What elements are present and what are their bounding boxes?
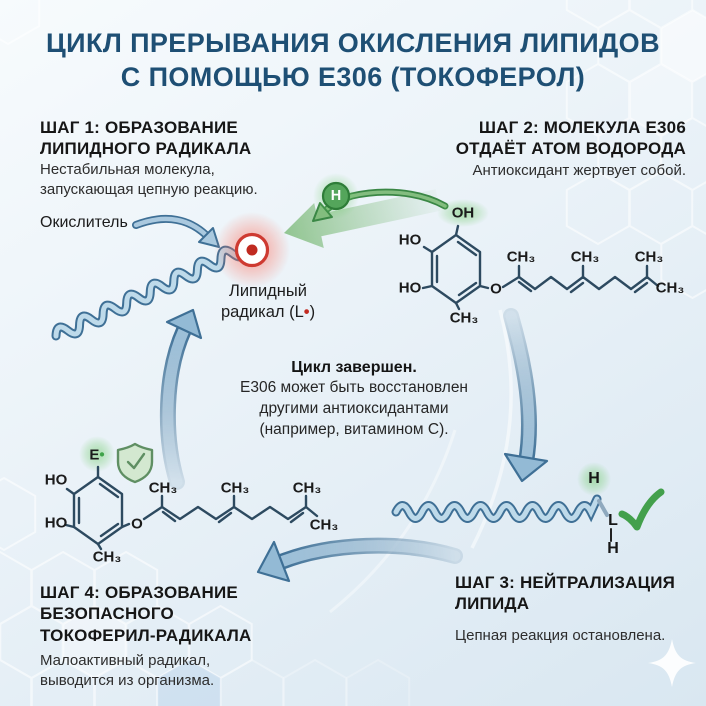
- center-note-line1: Е306 может быть восстановлен: [240, 379, 468, 397]
- tocopheryl-ch3-branch3-label: CH₃: [292, 479, 322, 497]
- neutralized-h-label: H: [588, 470, 600, 487]
- center-note-line2: другими антиоксидантами: [259, 400, 449, 418]
- step3-body: Цепная реакция остановлена.: [455, 627, 666, 644]
- radical-icon: [237, 235, 268, 266]
- bonded-h-label: H: [607, 540, 619, 557]
- step3-heading: [455, 572, 675, 615]
- tocopherol-ch3-ring-label: CH₃: [449, 309, 479, 327]
- oxidizer-label: Окислитель: [40, 214, 128, 231]
- center-note-heading: Цикл завершен.: [291, 359, 417, 376]
- center-note-line3: (например, витамином С).: [259, 420, 449, 438]
- oxidizer-arrow: [136, 219, 219, 247]
- lipid-radical-label-line1: Липидный: [228, 282, 307, 300]
- tocopheryl-ch3-end-label: CH₃: [309, 516, 339, 534]
- lipid-radical-label: [190, 281, 346, 324]
- step1-heading-line1: ШАГ 1: ОБРАЗОВАНИЕ: [40, 118, 238, 137]
- tocopheryl-ho-top-label: HO: [44, 471, 68, 489]
- radical-dot: •: [303, 303, 310, 322]
- step4-body-line1: Малоактивный радикал,: [40, 652, 211, 669]
- lipid-radical-label-line2: радикал (L•): [220, 303, 316, 322]
- e-radical-dot: •: [99, 446, 105, 464]
- tocopherol-o-label: O: [490, 280, 502, 298]
- step3-heading-line2: ЛИПИДА: [455, 594, 530, 614]
- shield-check-icon: [118, 444, 152, 482]
- page-title: [0, 26, 706, 94]
- tocopheryl-o-label: O: [131, 515, 143, 533]
- tocopherol-ch3-branch3-label: CH₃: [634, 248, 664, 266]
- step4-body-line2: выводится из организма.: [40, 672, 215, 690]
- tocopherol-ch3-end-label: CH₃: [655, 279, 685, 297]
- tocopherol-ch3-branch2-label: CH₃: [570, 248, 600, 266]
- step1-body: [40, 160, 258, 201]
- page-title-line1: ЦИКЛ ПРЕРЫВАНИЯ ОКИСЛЕНИЯ ЛИПИДОВ: [46, 28, 660, 58]
- step1-body-line1: Нестабильная молекула,: [40, 161, 215, 178]
- checkmark-icon: [622, 492, 661, 527]
- step1-body-line2: запускающая цепную реакцию.: [40, 181, 258, 199]
- tocopherol-ho-bottom-label: HO: [398, 279, 422, 297]
- step4-heading-line2: БЕЗОПАСНОГО: [40, 604, 174, 624]
- step4-body: [40, 651, 214, 692]
- cycle-arrow-left: [258, 542, 455, 581]
- step2-heading-line2: ОТДАЁТ АТОМ ВОДОРОДА: [455, 139, 686, 159]
- page-title-line2: С ПОМОЩЬЮ Е306 (ТОКОФЕРОЛ): [120, 62, 586, 93]
- lipid-chain-wave-3: [396, 499, 597, 519]
- tocopheryl-ch3-ring-label: CH₃: [92, 548, 122, 566]
- tocopheryl-ch3-branch1-label: CH₃: [148, 479, 178, 497]
- hydrogen-atom-label: H: [330, 188, 342, 204]
- tocopheryl-ho-bottom-label: HO: [44, 514, 68, 532]
- step1-heading-line2: ЛИПИДНОГО РАДИКАЛА: [40, 139, 252, 159]
- step4-heading-line3: ТОКОФЕРИЛ-РАДИКАЛА: [40, 625, 252, 645]
- step2-heading: [456, 117, 686, 160]
- tocopherol-ch3-branch1-label: CH₃: [506, 248, 536, 266]
- tocopherol-oh-label: OH: [451, 204, 475, 222]
- lipid-l-label: L: [608, 512, 618, 529]
- tocopheryl-ch3-branch2-label: CH₃: [220, 479, 250, 497]
- center-note: [186, 357, 522, 441]
- step3-heading-line1: ШАГ 3: НЕЙТРАЛИЗАЦИЯ: [455, 573, 676, 592]
- tocopherol-ho-top-label: HO: [398, 231, 422, 249]
- step4-heading-line1: ШАГ 4: ОБРАЗОВАНИЕ: [40, 583, 238, 602]
- tocopheryl-e-radical-label: E•: [89, 446, 105, 464]
- lh-connector: [599, 501, 607, 515]
- step2-heading-line1: ШАГ 2: МОЛЕКУЛА Е306: [478, 118, 686, 137]
- step4-heading: [40, 582, 252, 646]
- background-arcs: [330, 310, 511, 612]
- step2-body: Антиоксидант жертвует собой.: [472, 162, 686, 179]
- step1-heading: [40, 117, 251, 160]
